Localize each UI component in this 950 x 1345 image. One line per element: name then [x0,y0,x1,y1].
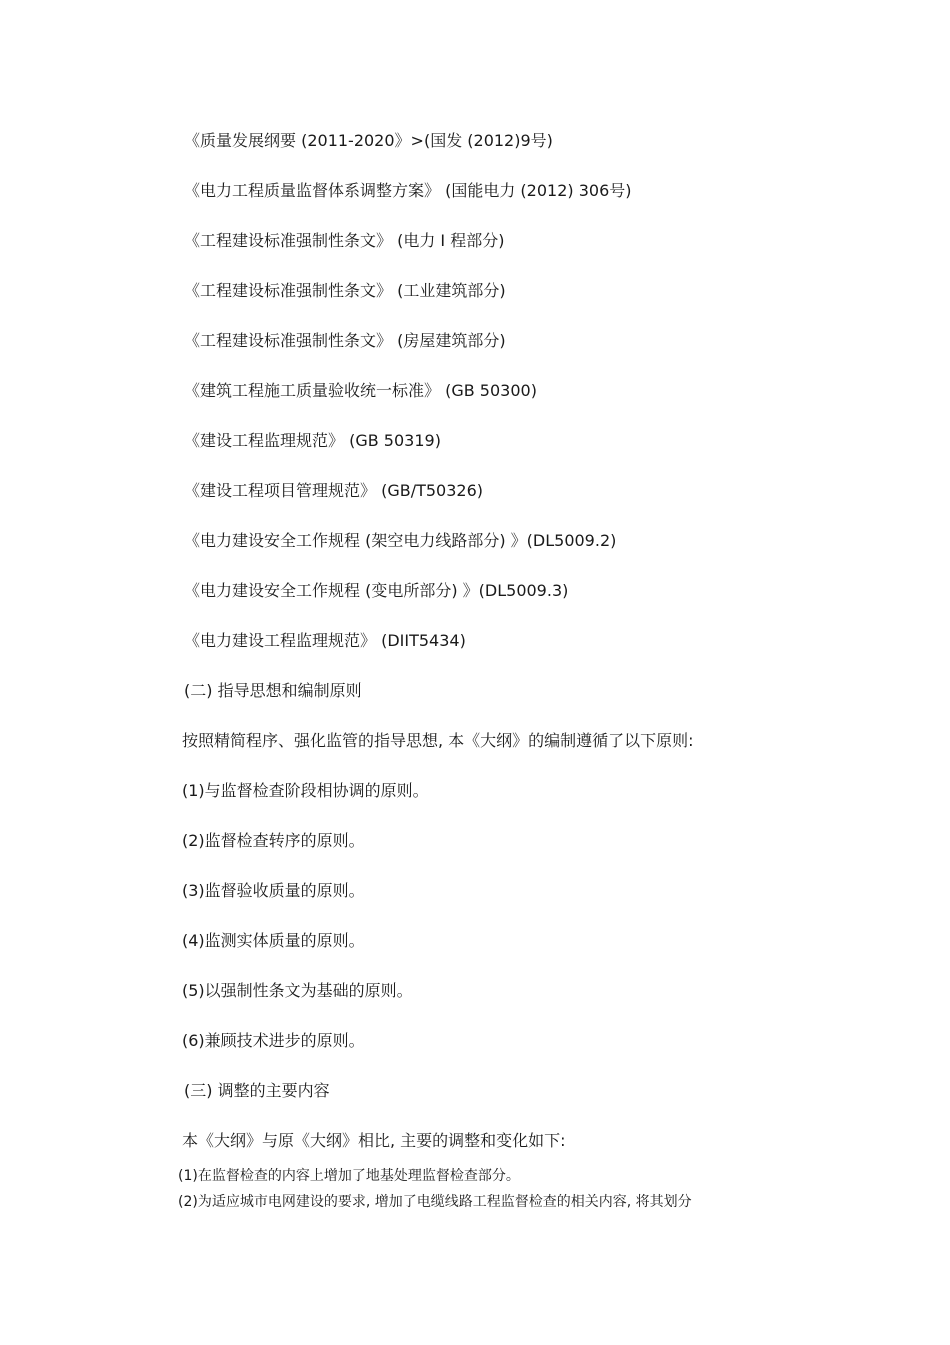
reference-line: 《建设工程监理规范》 (GB 50319) [184,431,441,450]
paragraph: 按照精简程序、强化监管的指导思想, 本《大纲》的编制遵循了以下原则: [182,731,694,750]
principle-item: (1)与监督检查阶段相协调的原则。 [182,781,429,800]
reference-line: 《工程建设标准强制性条文》 (工业建筑部分) [184,281,506,300]
principle-item: (4)监测实体质量的原则。 [182,931,365,950]
principle-item: (5)以强制性条文为基础的原则。 [182,981,413,1000]
reference-line: 《电力建设安全工作规程 (架空电力线路部分) 》(DL5009.2) [184,531,617,550]
paragraph: 本《大纲》与原《大纲》相比, 主要的调整和变化如下: [182,1131,566,1150]
reference-line: 《电力工程质量监督体系调整方案》 (国能电力 (2012) 306号) [184,181,632,200]
reference-line: 《质量发展纲要 (2011-2020》>(国发 (2012)9号) [184,131,553,150]
principle-item: (2)监督检查转序的原则。 [182,831,365,850]
reference-line: 《电力建设安全工作规程 (变电所部分) 》(DL5009.3) [184,581,569,600]
reference-line: 《工程建设标准强制性条文》 (电力 I 程部分) [184,231,505,250]
reference-line: 《建设工程项目管理规范》 (GB/T50326) [184,481,484,500]
reference-line: 《建筑工程施工质量验收统一标准》 (GB 50300) [184,381,537,400]
principle-item: (6)兼顾技术进步的原则。 [182,1031,365,1050]
reference-line: 《工程建设标准强制性条文》 (房屋建筑部分) [184,331,506,350]
section-heading: (三) 调整的主要内容 [184,1081,330,1100]
reference-line: 《电力建设工程监理规范》 (DIIT5434) [184,631,466,650]
change-item: (1)在监督检查的内容上增加了地基处理监督检查部分。 [178,1168,520,1184]
change-item: (2)为适应城市电网建设的要求, 增加了电缆线路工程监督检查的相关内容, 将其划分 [178,1194,692,1210]
principle-item: (3)监督验收质量的原则。 [182,881,365,900]
section-heading: (二) 指导思想和编制原则 [184,681,362,700]
